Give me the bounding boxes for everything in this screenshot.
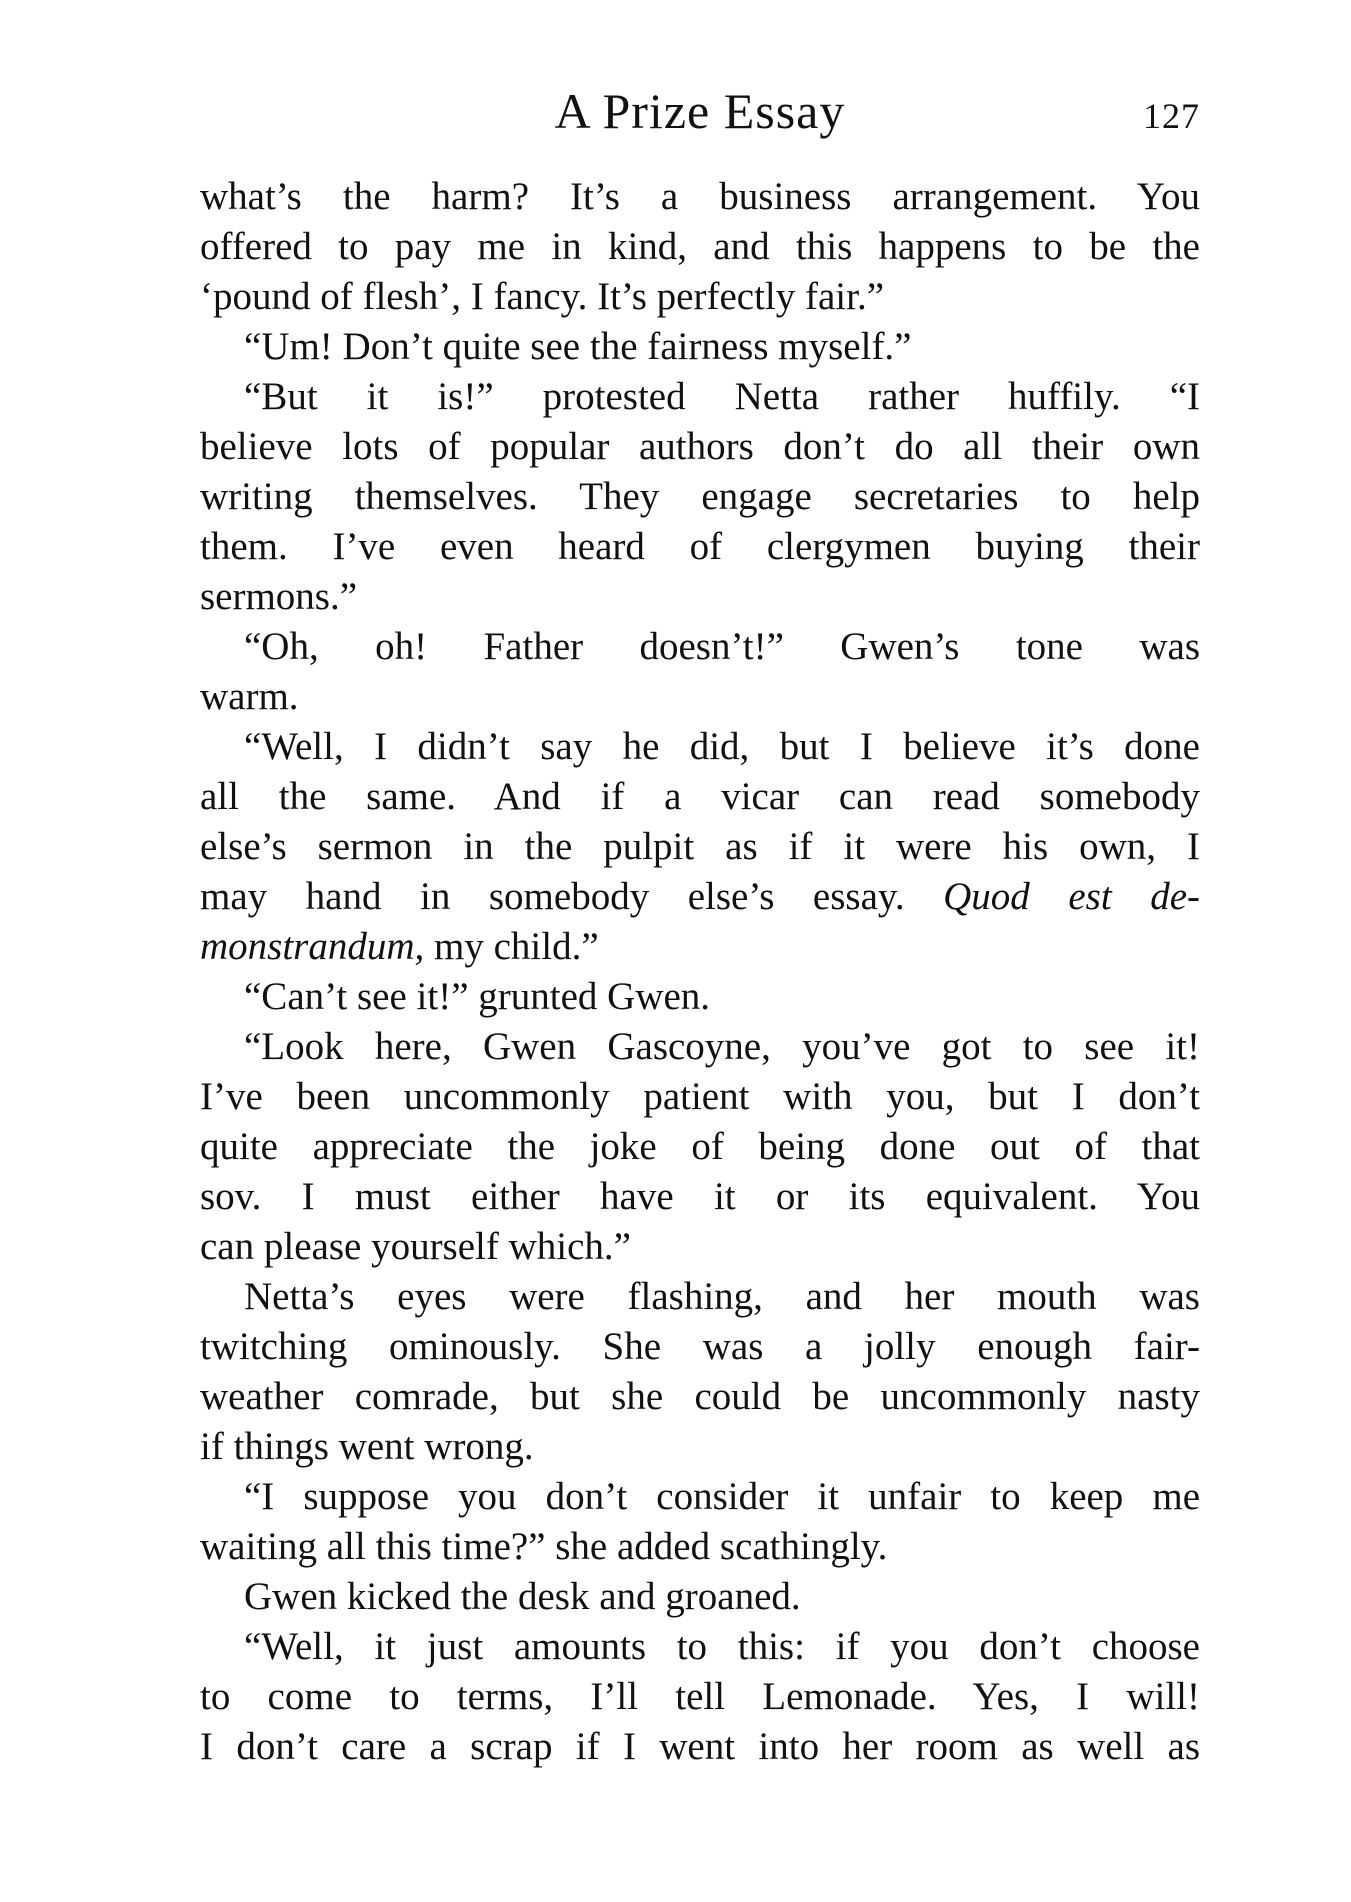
text-line: “But it is!” protested Netta rather huffily. “I (244, 375, 1200, 418)
text-line-mixed (200, 922, 1200, 972)
text-line: warm. (200, 675, 299, 718)
text-line: “Um! Don’t quite see the fairness myself.” (244, 325, 912, 368)
text-line: sov. I must either have it or its equivalent. You (200, 1175, 1200, 1218)
latin-phrase: Quod est de- (943, 875, 1200, 918)
text-line: I don’t care a scrap if I went into her room as well as (200, 1725, 1200, 1768)
text-line: twitching ominously. She was a jolly enough fair- (200, 1325, 1200, 1368)
text-line: offered to pay me in kind, and this happens to be the (200, 225, 1200, 268)
latin-phrase-continued: monstrandum, (200, 925, 425, 968)
text-line: “Well, I didn’t say he did, but I believe it’s done (244, 725, 1200, 768)
text-line: quite appreciate the joke of being done out of that (200, 1125, 1200, 1168)
text-line: sermons.” (200, 575, 358, 618)
text-line: “Well, it just amounts to this: if you don’t choose (244, 1625, 1200, 1668)
text-line: believe lots of popular authors don’t do all their own (200, 425, 1200, 468)
text-line: what’s the harm? It’s a business arrangement. You (200, 175, 1200, 218)
page-number: 127 (1143, 96, 1200, 136)
text-line: weather comrade, but she could be uncommonly nasty (200, 1375, 1200, 1418)
text-line: “Can’t see it!” grunted Gwen. (244, 975, 711, 1018)
text-line: else’s sermon in the pulpit as if it were his own, I (200, 825, 1200, 868)
text-line: if things went wrong. (200, 1425, 534, 1468)
text-line: to come to terms, I’ll tell Lemonade. Yes, I will! (200, 1675, 1200, 1718)
text-line: ‘pound of flesh’, I fancy. It’s perfectly fair.” (200, 275, 885, 318)
text-line-mixed (200, 872, 1200, 922)
text-line: “Oh, oh! Father doesn’t!” Gwen’s tone was (244, 625, 1200, 668)
text-segment: may hand in somebody else’s essay. (200, 875, 905, 918)
running-title: A Prize Essay (554, 83, 846, 139)
text-line: all the same. And if a vicar can read somebody (200, 775, 1200, 818)
running-head (200, 76, 1200, 146)
text-line: Gwen kicked the desk and groaned. (244, 1575, 801, 1618)
text-segment: my child.” (424, 925, 599, 968)
text-line: writing themselves. They engage secretaries to help (200, 475, 1200, 518)
text-line: “I suppose you don’t consider it unfair to keep me (244, 1475, 1200, 1518)
text-line: “Look here, Gwen Gascoyne, you’ve got to see it! (244, 1025, 1200, 1068)
text-line: can please yourself which.” (200, 1225, 631, 1268)
body-text (200, 172, 1200, 1772)
text-line: waiting all this time?” she added scathingly. (200, 1525, 888, 1568)
text-line: Netta’s eyes were flashing, and her mouth was (244, 1275, 1200, 1318)
text-line: them. I’ve even heard of clergymen buying their (200, 525, 1200, 568)
text-line: I’ve been uncommonly patient with you, but I don’t (200, 1075, 1200, 1118)
